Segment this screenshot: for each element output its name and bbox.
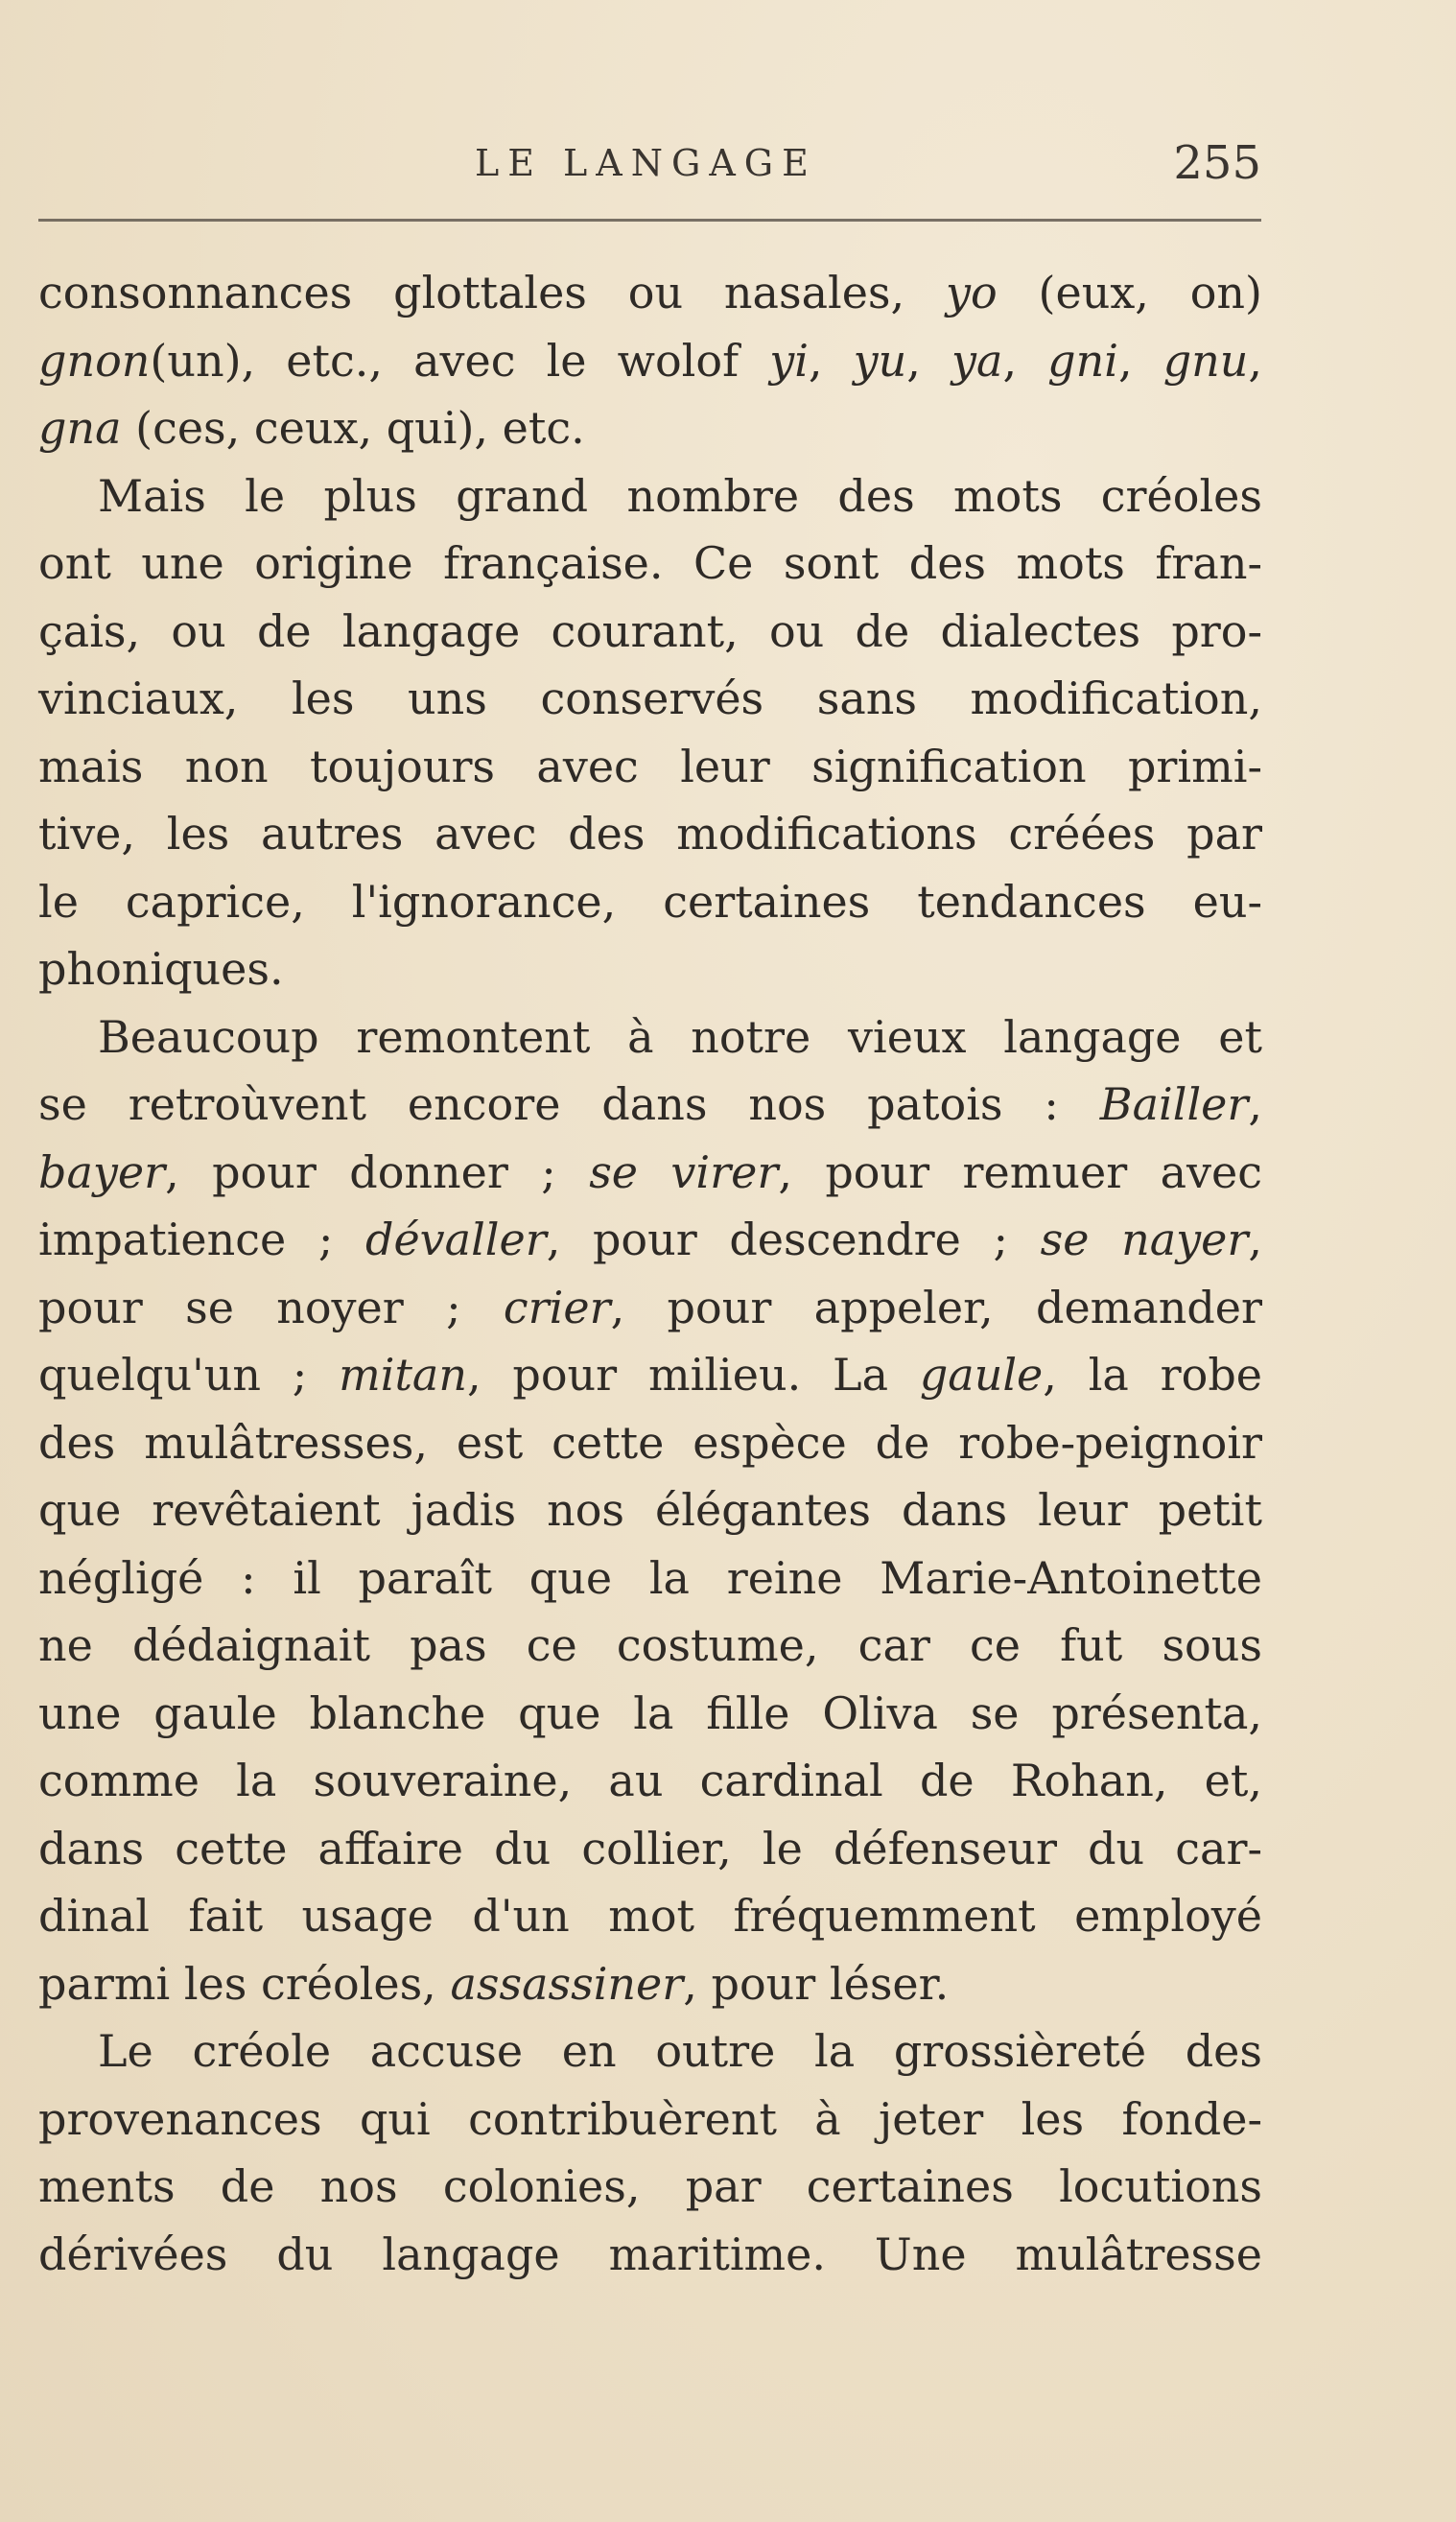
text-line — [38, 800, 1262, 868]
text-line — [38, 1612, 1262, 1680]
text-line — [38, 394, 1262, 462]
text-line — [38, 2017, 1262, 2086]
text-run: comme la souveraine, au cardinal de Rohan, et, — [38, 1755, 1262, 1806]
text-run: des mulâtresses, est cette espèce de robe-peignoir — [38, 1416, 1262, 1469]
text-run: , la robe — [1043, 1349, 1263, 1401]
text-line — [38, 462, 1262, 530]
text-line — [38, 665, 1262, 733]
text-run: pour se noyer ; — [38, 1281, 504, 1333]
text-run: , — [1117, 334, 1163, 387]
text-run: (eux, on) — [997, 267, 1262, 318]
text-run: , — [1002, 334, 1048, 387]
text-run: , pour descendre ; — [546, 1214, 1041, 1265]
italic-term: ya — [951, 334, 1003, 387]
text-line — [38, 1139, 1262, 1207]
text-run: parmi les créoles, — [38, 1957, 451, 2010]
text-run: , pour appeler, demander — [610, 1281, 1262, 1333]
text-run: Mais le plus grand nombre des mots créoles — [98, 469, 1262, 522]
italic-term: mitan — [339, 1349, 467, 1401]
italic-term: yi — [769, 334, 809, 387]
body-text — [38, 259, 1262, 2288]
text-run: (un), etc., avec le wolof — [150, 334, 770, 387]
text-run: Le créole accuse en outre la grossièreté des — [98, 2025, 1262, 2077]
text-run: le caprice, l'ignorance, certaines tendances eu- — [38, 875, 1262, 928]
text-run: , pour milieu. La — [466, 1349, 920, 1401]
text-run: quelqu'un ; — [38, 1349, 340, 1401]
text-run: Beaucoup remontent à notre vieux langage et — [98, 1010, 1262, 1063]
text-run: , — [1248, 1078, 1262, 1130]
text-line — [38, 1274, 1262, 1342]
text-run: phoniques. — [38, 943, 284, 995]
text-line — [38, 1341, 1262, 1409]
text-line — [38, 1003, 1262, 1072]
text-run: impatience ; — [38, 1214, 365, 1265]
text-line — [38, 1206, 1262, 1274]
italic-term: crier — [503, 1281, 611, 1333]
italic-term: dévaller — [365, 1214, 547, 1265]
text-line — [38, 1544, 1262, 1613]
text-run: , — [906, 334, 952, 387]
text-line — [38, 868, 1262, 936]
italic-term: assassiner — [450, 1957, 684, 2010]
text-line — [38, 327, 1262, 395]
text-run: çais, ou de langage courant, ou de dialectes pro- — [38, 604, 1262, 657]
text-run: dans cette affaire du collier, le défenseur du car- — [38, 1822, 1262, 1874]
text-run: vinciaux, les uns conservés sans modification, — [38, 672, 1262, 724]
text-line — [38, 1680, 1262, 1748]
text-line — [38, 733, 1262, 801]
text-line — [38, 2221, 1262, 2289]
text-run: provenances qui contribuèrent à jeter les fonde- — [38, 2092, 1262, 2145]
page-number: 255 — [1173, 136, 1261, 190]
text-run: une gaule blanche que la fille Oliva se présenta, — [38, 1686, 1262, 1739]
italic-term: Bailler — [1099, 1078, 1249, 1130]
text-run: , — [1248, 334, 1263, 387]
header-rule — [38, 219, 1261, 222]
text-run: tive, les autres avec des modifications créées par — [38, 808, 1262, 860]
text-line — [38, 598, 1262, 666]
text-run: que revêtaient jadis nos élégantes dans leur petit — [38, 1484, 1262, 1536]
italic-term: se nayer — [1040, 1214, 1249, 1265]
text-line — [38, 1882, 1262, 1950]
text-line — [38, 935, 1262, 1003]
italic-term: gaule — [919, 1349, 1044, 1401]
text-run: négligé : il paraît que la reine Marie-Antoinette — [38, 1551, 1262, 1604]
text-run: , pour remuer avec — [778, 1145, 1262, 1198]
italic-term: bayer — [38, 1145, 166, 1198]
italic-term: yu — [853, 334, 907, 387]
text-run: ont une origine française. Ce sont des mots fran- — [38, 537, 1262, 589]
italic-term: gna — [38, 402, 122, 454]
italic-term: gnu — [1162, 334, 1249, 387]
text-run: consonnances glottales ou nasales, — [38, 267, 946, 318]
italic-term: yo — [946, 267, 998, 318]
text-line — [38, 530, 1262, 598]
text-run: , — [1248, 1214, 1262, 1265]
text-run: dérivées du langage maritime. Une mulâtresse — [38, 2227, 1262, 2280]
italic-term: se virer — [589, 1145, 779, 1198]
text-line — [38, 2086, 1262, 2154]
text-line — [38, 259, 1262, 327]
text-line — [38, 1071, 1262, 1139]
italic-term: gni — [1047, 334, 1118, 387]
text-run: ne dédaignait pas ce costume, car ce fut sous — [38, 1619, 1262, 1671]
text-run: se retroùvent encore dans nos patois : — [38, 1078, 1100, 1130]
text-run: (ces, ceux, qui), etc. — [121, 402, 585, 454]
text-run: ments de nos colonies, par certaines locutions — [38, 2160, 1262, 2212]
text-line — [38, 1409, 1262, 1477]
text-run: , — [808, 334, 854, 387]
running-title: LE LANGAGE — [475, 142, 817, 184]
italic-term: gnon — [38, 334, 151, 387]
text-run: mais non toujours avec leur signification primi- — [38, 740, 1262, 792]
page-header — [38, 136, 1261, 200]
text-run: , pour donner ; — [165, 1145, 590, 1198]
text-run: dinal fait usage d'un mot fréquemment employé — [38, 1890, 1262, 1942]
text-line — [38, 1747, 1262, 1815]
text-run: , pour léser. — [683, 1957, 950, 2010]
text-line — [38, 1950, 1262, 2018]
text-line — [38, 1476, 1262, 1544]
text-line — [38, 2153, 1262, 2221]
text-line — [38, 1815, 1262, 1883]
